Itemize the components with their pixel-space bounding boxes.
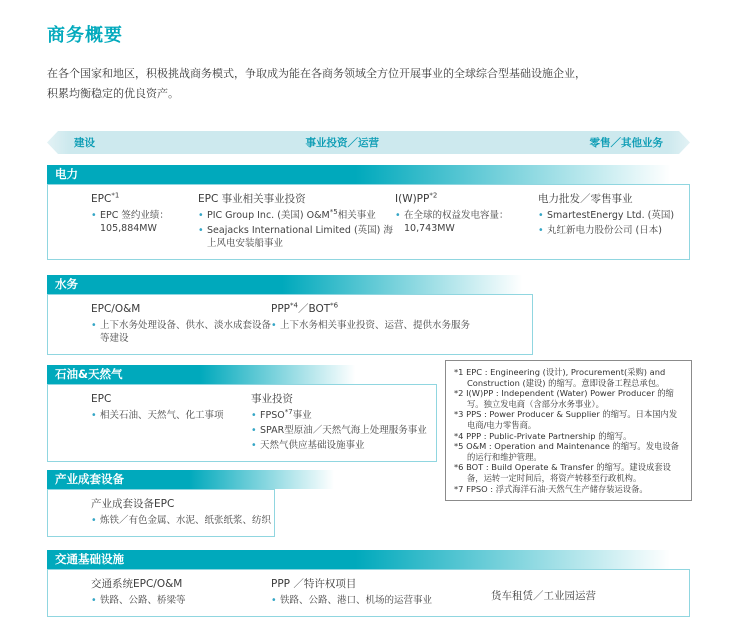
column-heading: 电力批发／零售事业 [538, 193, 633, 205]
footnote-5: *5 O&M : Operation and Maintenance 的缩写。发电设备的运行和维护管理。 [454, 441, 679, 462]
section-transport [47, 550, 690, 617]
section-water-header: 水务 [47, 275, 537, 294]
column-heading: PPP$^{*4}$／BOT$^{*6}$ [271, 301, 339, 315]
section-water-box [47, 294, 533, 355]
footnote-4: *4 PPP : Public-Private Partnership 的缩写。 [454, 430, 632, 441]
section-plant-header: 产业成套设备 [47, 470, 343, 489]
footnote-2: *2 I(W)PP : Independent (Water) Power Producer 的缩写。独立发电商（含部分水务事业）。 [454, 388, 674, 409]
column-heading: EPC 事业相关事业投资 [198, 193, 306, 205]
column-heading: 货车租赁／工业园运营 [491, 590, 596, 602]
flow-label-construction: 建设 [74, 137, 95, 149]
section-power-header: 电力 [47, 165, 690, 184]
transport-col-ppp [271, 577, 491, 607]
water-col-ppp-bot [271, 302, 526, 345]
column-heading: EPC [91, 393, 112, 405]
bullet-item: • 炼铁／有色金属、水泥、纸张纸浆、纺织 [91, 514, 271, 527]
bullet-item: • 丸红新电力股份公司 (日本) [538, 224, 688, 237]
plant-col-epc [91, 497, 271, 527]
column-heading: PPP ／特许权项目 [271, 578, 357, 590]
footnote-6: *6 BOT : Build Operate & Transfer 的缩写。建设成套设备，运转一定时间后，将资产转移至行政机构。 [454, 462, 671, 483]
oil-plant-row [47, 365, 690, 537]
value-chain-arrow-bar [47, 131, 690, 154]
transport-col-epc-om [91, 577, 271, 607]
power-col-iwpp [395, 192, 538, 250]
column-heading: 事业投资 [251, 393, 293, 405]
column-heading: I(W)PP$^{*2}$ [395, 191, 438, 205]
power-col-retail [538, 192, 688, 250]
oil-col-epc [91, 392, 251, 452]
bullet-item: • PIC Group Inc. (美国) $O\&M^{*5}$相关事业 [198, 209, 395, 222]
footnote-1: *1 EPC : Engineering (设计), Procurement(采购) and Construction (建设) 的缩写。意即设备工程总承包。 [454, 367, 666, 388]
bullet-item: • EPC 签约业绩：105,884MW [91, 209, 198, 235]
footnote-3: *3 PPS : Power Producer & Supplier 的缩写。日本国内发电商/电力零售商。 [454, 409, 678, 430]
power-col-epc [91, 192, 198, 250]
bullet-item: • FPSO$^{*7}$事业 [251, 409, 431, 422]
bullet-item: • 铁路、公路、港口、机场的运营事业 [271, 594, 491, 607]
section-power-box [47, 184, 690, 260]
bullet-item: • Seajacks International Limited (英国) 海上风电安装船事业 [198, 224, 395, 250]
bullet-item: • 天然气供应基础设施事业 [251, 439, 431, 452]
intro-paragraph [47, 64, 690, 104]
column-heading: 产业成套设备EPC [91, 498, 175, 510]
column-heading: EPC/O&M [91, 303, 141, 315]
section-water [47, 275, 690, 355]
section-oil-gas-header: 石油&天然气 [47, 365, 365, 384]
bullet-item: • SmartestEnergy Ltd. (英国) [538, 209, 688, 222]
intro-line-2: 积累均衡稳定的优良资产。 [47, 87, 179, 100]
footnote-box [445, 360, 692, 501]
transport-col-leasing [491, 577, 681, 607]
bullet-item: • 相关石油、天然气、化工事项 [91, 409, 251, 422]
bullet-item: • 铁路、公路、桥梁等 [91, 594, 271, 607]
bullet-item: • 在全球的权益发电容量：10,743MW [395, 209, 538, 235]
section-transport-header: 交通基础设施 [47, 550, 690, 569]
footnote-7: *7 FPSO : 浮式海洋石油·天然气生产储存装运设备。 [454, 483, 648, 494]
bullet-item: • SPAR型原油／天然气海上处理服务事业 [251, 424, 431, 437]
power-col-epc-investment [198, 192, 395, 250]
section-transport-box [47, 569, 690, 617]
water-col-epc-om [91, 302, 271, 345]
oil-col-investment [251, 392, 431, 452]
flow-label-retail-other: 零售／其他业务 [589, 137, 663, 149]
column-heading: 交通系统EPC/O&M [91, 578, 183, 590]
section-power [47, 165, 690, 260]
column-heading: EPC$^{*1}$ [91, 191, 120, 205]
section-plant-box [47, 489, 275, 537]
page-title: 商务概要 [47, 25, 123, 46]
section-oil-gas-box [47, 384, 437, 462]
bullet-item: • 上下水务处理设备、供水、淡水成套设备等建设 [91, 319, 271, 345]
bullet-item: • 上下水务相关事业投资、运营、提供水务服务 [271, 319, 526, 332]
flow-label-investment-operation: 事业投资／运营 [305, 137, 379, 149]
intro-line-1: 在各个国家和地区，积极挑战商务模式，争取成为能在各商务领域全方位开展事业的全球综合型基础设施企业， [47, 67, 586, 80]
